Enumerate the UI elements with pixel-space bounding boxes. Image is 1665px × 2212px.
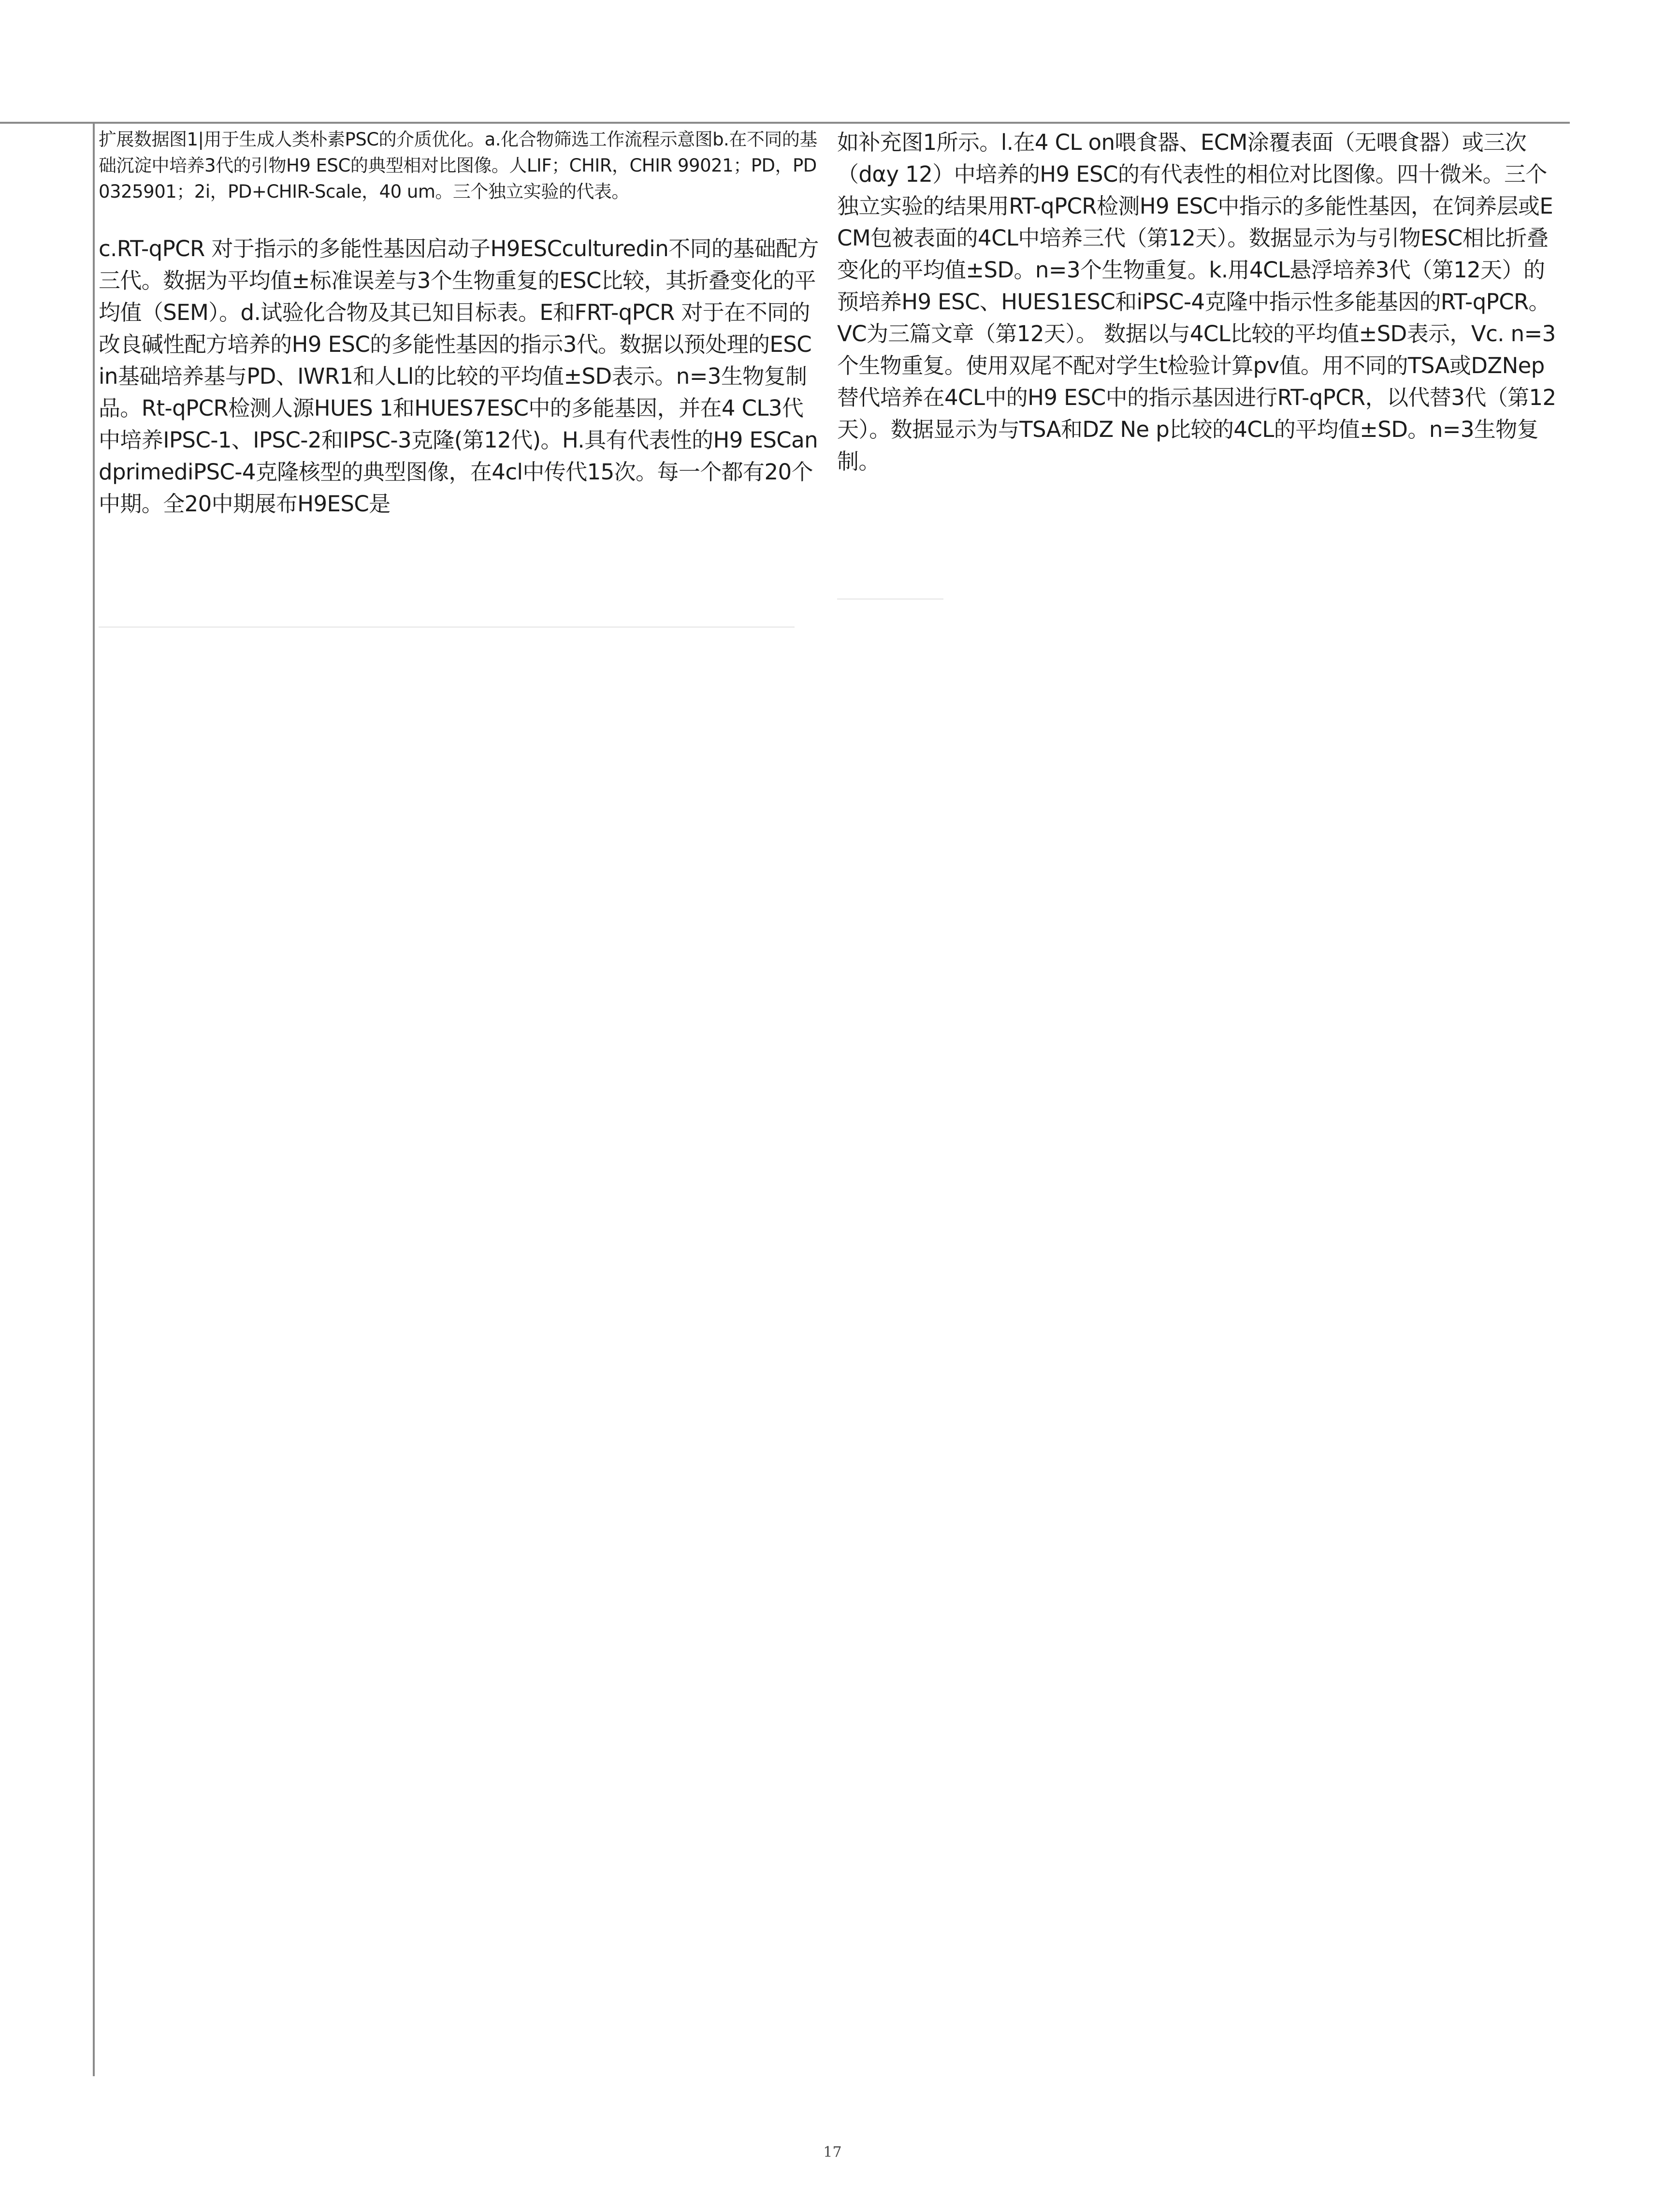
paragraph-gap <box>99 205 819 233</box>
margin-rule <box>93 124 95 2076</box>
scan-artifact-line <box>837 598 943 600</box>
page-number: 17 <box>823 2144 842 2161</box>
legend-paragraph-methods: c.RT-qPCR 对于指示的多能性基因启动子H9ESCculturedin不同的基础配方三代。数据为平均值±标准误差与3个生物重复的ESC比较，其折叠变化的平均值（SEM）。d.试验化合物及其已知目标表。E和FRT-qPCR 对于在不同的改良碱性配方培养的H9 ESC的多能性基因的指示3代。数据以预处理的ESC in基础培养基与PD、IWR1和人Ll的比较的平均值±SD表示。n=3生物复制品。Rt-qPCR检测人源HUES 1和HUES7ESC中的多能基因，并在4 CL3代中培养IPSC-1、IPSC-2和IPSC-3克隆(第12代)。H.具有代表性的H9 ESCandprimediPSC-4克隆核型的典型图像，在4cl中传代15次。每一个都有20个中期。全20中期展布H9ESC是 <box>99 236 819 517</box>
header-divider <box>0 122 1570 124</box>
right-text-column <box>837 127 1557 477</box>
legend-paragraph-intro: 扩展数据图1|用于生成人类朴素PSC的介质优化。a.化合物筛选工作流程示意图b.在不同的基础沉淀中培养3代的引物H9 ESC的典型相对比图像。人LIF；CHIR，CHIR 99021；PD，PD 0325901；2i，PD+CHIR-Scale，40 um。三个独立实验的代表。 <box>99 129 817 202</box>
left-text-column <box>99 127 819 520</box>
legend-paragraph-continued: 如补充图1所示。l.在4 CL on喂食器、ECM涂覆表面（无喂食器）或三次（dαy 12）中培养的H9 ESC的有代表性的相位对比图像。四十微米。三个独立实验的结果用RT-qPCR检测H9 ESC中指示的多能性基因，在饲养层或ECM包被表面的4CL中培养三代（第12天）。数据显示为与引物ESC相比折叠变化的平均值±SD。n=3个生物重复。k.用4CL悬浮培养3代（第12天）的预培养H9 ESC、HUES1ESC和iPSC-4克隆中指示性多能基因的RT-qPCR。VC为三篇文章（第12天）。 数据以与4CL比较的平均值±SD表示，Vc. n=3个生物重复。使用双尾不配对学生t检验计算pv值。用不同的TSA或DZNep替代培养在4CL中的H9 ESC中的指示基因进行RT-qPCR，以代替3代（第12天）。数据显示为与TSA和DZ Ne p比较的4CL的平均值±SD。n=3生物复制。 <box>837 130 1556 474</box>
scan-artifact-line <box>99 626 795 628</box>
